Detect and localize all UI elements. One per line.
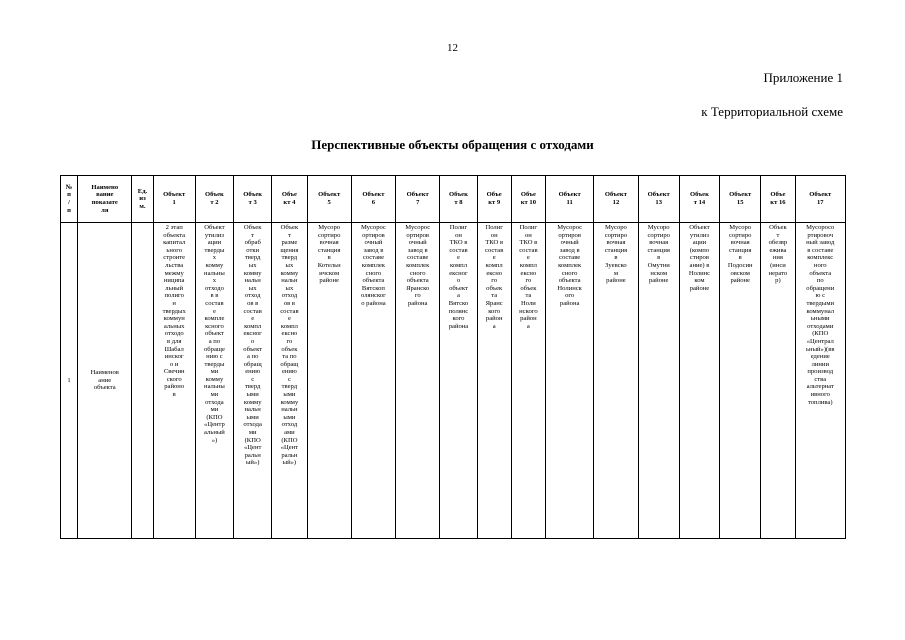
page-number: 12 <box>447 42 458 54</box>
object-16-cell: Объек т обезвр ежива ния (инси нерато р) <box>761 223 795 539</box>
objects-table <box>60 175 846 539</box>
appendix-reference: к Территориальной схеме <box>701 104 843 119</box>
object-11-cell: Мусорос ортиров очный завод в составе комплек сного объекта Нолинск ого района <box>546 223 594 539</box>
object-12-cell: Мусоро сортиро вочная станция в Зуевско м районе <box>594 223 638 539</box>
table-header-row <box>61 176 846 223</box>
header-cell-unit: Ед. из м. <box>132 176 153 223</box>
object-2-cell: Объект утилиз ации тверды х комму нальны х отходо в в состав е компле ксного объект а по обраще нию с тверды ми комму нальны ми отхода ми (КПО «Центр альный ») <box>195 223 233 539</box>
header-cell-indicator: Наимено вание показате ля <box>78 176 132 223</box>
document-title: Перспективные объекты обращения с отходами <box>311 137 594 152</box>
header-cell-object-12: Объект 12 <box>594 176 638 223</box>
header-cell-object-16: Объе кт 16 <box>761 176 795 223</box>
header-cell-object-6: Объект 6 <box>351 176 395 223</box>
object-7-cell: Мусорос ортиров очный завод в составе комплек сного объекта Яранско го района <box>396 223 440 539</box>
header-cell-number: № п / п <box>61 176 78 223</box>
header-cell-object-9: Объе кт 9 <box>477 176 511 223</box>
row-indicator-cell: Наименов ание объекта <box>78 223 132 539</box>
object-9-cell: Полиг он ТКО в состав е компл ексно го объек та Яранс кого район а <box>477 223 511 539</box>
header-cell-object-17: Объект 17 <box>795 176 845 223</box>
header-cell-object-3: Объек т 3 <box>234 176 272 223</box>
appendix-label: Приложение 1 <box>763 70 843 85</box>
object-4-cell: Объек т разме щения тверд ых комму нальн ых отход ов в состав е компл ексно го объек та по обращ ению с тверд ыми комму нальн ыми отход ами (КПО «Цент ральн ый») <box>272 223 307 539</box>
header-cell-object-11: Объект 11 <box>546 176 594 223</box>
row-unit-cell <box>132 223 153 539</box>
object-14-cell: Объект утилиз ации (компо стиров ание) в Нолинс ком районе <box>679 223 719 539</box>
object-5-cell: Мусоро сортиро вочная станция в Котельн ичском районе <box>307 223 351 539</box>
header-cell-object-13: Объект 13 <box>638 176 679 223</box>
object-1-cell: 2 этап объекта капитал ьного строите льства межму ниципа льный полиго н твердых коммун альных отходо в для Шабал инског о и Свечин ского районо в <box>153 223 195 539</box>
header-cell-object-5: Объект 5 <box>307 176 351 223</box>
header-cell-object-7: Объект 7 <box>396 176 440 223</box>
header-cell-object-10: Объе кт 10 <box>511 176 545 223</box>
header-cell-object-1: Объект 1 <box>153 176 195 223</box>
object-6-cell: Мусорос ортиров очный завод в составе комплек сного объекта Вятскоп олянског о района <box>351 223 395 539</box>
table-row <box>61 223 846 539</box>
row-number-cell: 1 <box>61 223 78 539</box>
header-cell-object-4: Объе кт 4 <box>272 176 307 223</box>
header-cell-object-2: Объек т 2 <box>195 176 233 223</box>
object-8-cell: Полиг он ТКО в состав е компл ексног о объект а Вятско полянс кого района <box>440 223 477 539</box>
object-13-cell: Мусоро сортиро вочная станция в Омутни нском районе <box>638 223 679 539</box>
object-10-cell: Полиг он ТКО в состав е компл ексно го объек та Ноли нского район а <box>511 223 545 539</box>
header-cell-object-15: Объект 15 <box>720 176 761 223</box>
object-3-cell: Объек т обраб отки тверд ых комму нальн ых отход ов в состав е компл ексног о объект а по обращ ению с тверд ыми комму нальн ыми отхода ми (КПО «Цент ральн ый») <box>234 223 272 539</box>
object-17-cell: Мусоросо ртировоч ный завод в составе комплекс ного объекта по обращени ю с твердыми коммунал ьными отходами (КПО «Централ ьный»)(вв едение линии производ ства альтернат ивного топлива) <box>795 223 845 539</box>
header-cell-object-14: Объек т 14 <box>679 176 719 223</box>
header-cell-object-8: Объек т 8 <box>440 176 477 223</box>
object-15-cell: Мусоро сортиро вочная станция в Подосин овском районе <box>720 223 761 539</box>
